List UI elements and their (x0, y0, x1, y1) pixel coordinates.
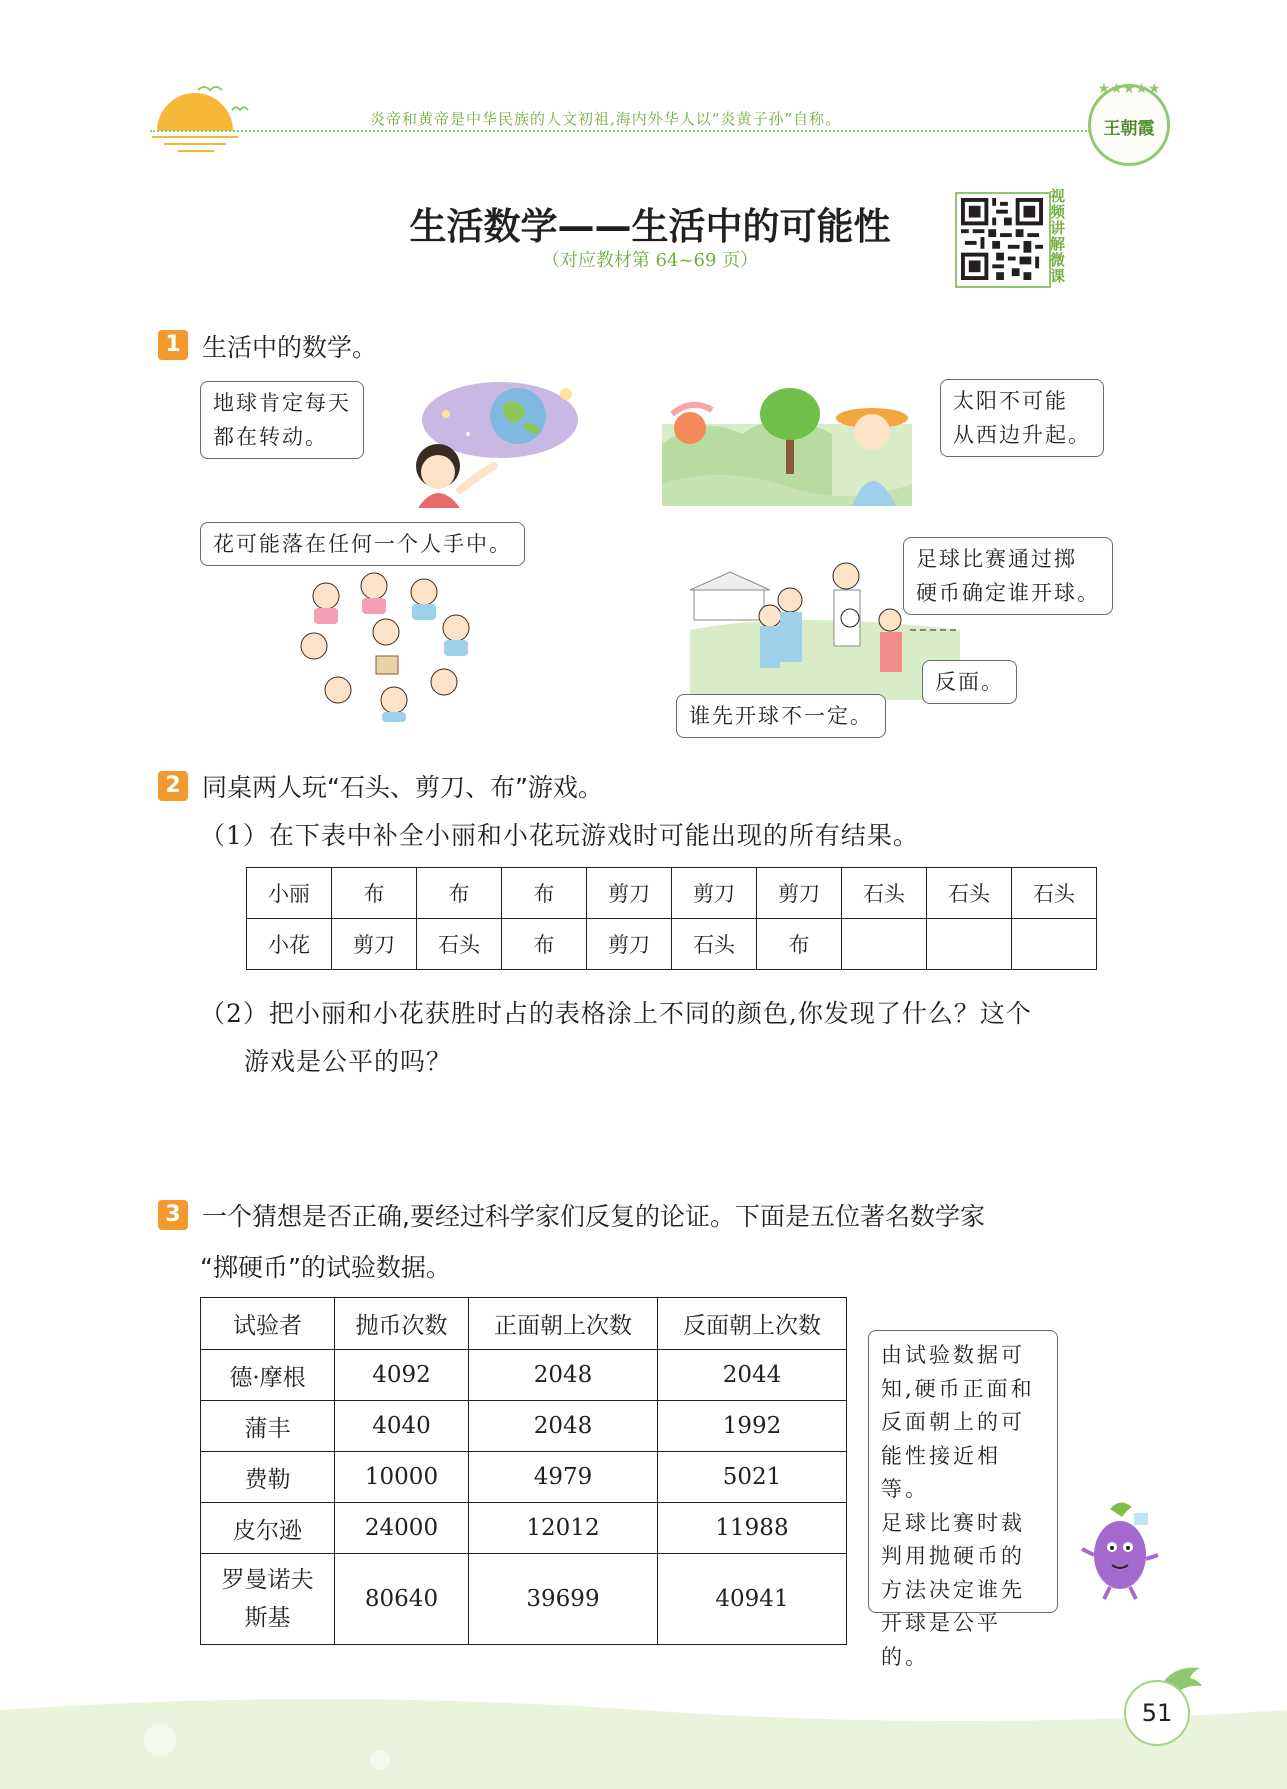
table-cell: 10000 (335, 1452, 469, 1503)
answer-cell[interactable] (842, 919, 927, 970)
column-header: 抛币次数 (335, 1298, 469, 1350)
row-label: 小丽 (247, 868, 332, 919)
table-cell: 蒲丰 (201, 1401, 335, 1452)
note-line: 开球是公平的。 (881, 1611, 1001, 1669)
bubble-line: 反面。 (935, 670, 1004, 694)
footer-background (0, 1690, 1287, 1789)
note-line: 足球比赛时裁 (881, 1510, 1025, 1535)
speech-bubble-back (922, 660, 1017, 704)
table-cell: 2044 (658, 1350, 847, 1401)
note-line: 判用抛硬币的 (881, 1544, 1025, 1568)
table-cell: 布 (417, 868, 502, 919)
header-divider (150, 130, 1090, 132)
table-cell: 剪刀 (672, 868, 757, 919)
page-subtitle: （对应教材第 64~69 页） (541, 250, 759, 271)
table-cell: 石头 (417, 919, 502, 970)
qr-label: 视频讲解微课 (1050, 187, 1066, 285)
column-header: 试验者 (201, 1298, 335, 1350)
table-cell: 石头 (927, 868, 1012, 919)
table-cell: 皮尔逊 (201, 1503, 335, 1554)
table-cell: 4979 (469, 1452, 658, 1503)
brand-name: 王朝霞 (1103, 119, 1155, 139)
landscape-boy-illustration (662, 384, 912, 506)
table-cell: 2048 (469, 1401, 658, 1452)
speech-bubble-uncertain (676, 694, 886, 738)
table-cell: 布 (502, 919, 587, 970)
table-cell: 布 (502, 868, 587, 919)
bubble-line: 谁先开球不一定。 (689, 704, 873, 728)
bubble-line: 硬币确定谁开球。 (916, 581, 1100, 605)
table-cell: 24000 (335, 1503, 469, 1554)
question-heading: 同桌两人玩“石头、剪刀、布”游戏。 (202, 773, 603, 802)
bubble-line: 地球肯定每天 (213, 391, 351, 415)
name-line: 罗曼诺夫 (221, 1567, 314, 1593)
note-bubble (868, 1330, 1058, 1669)
birds-icon (192, 80, 252, 120)
table-cell: 4092 (335, 1350, 469, 1401)
table-cell: 2048 (469, 1350, 658, 1401)
table-row (247, 919, 1097, 970)
table-cell: 剪刀 (332, 919, 417, 970)
table-cell: 布 (757, 919, 842, 970)
table-cell: 石头 (842, 868, 927, 919)
speech-bubble-earth (200, 381, 364, 459)
question-number: 1 (158, 330, 188, 360)
table-cell: 费勒 (201, 1452, 335, 1503)
table-cell: 80640 (335, 1554, 469, 1645)
row-label: 小花 (247, 919, 332, 970)
speech-bubble-flower (200, 522, 525, 566)
bubble-line: 花可能落在任何一个人手中。 (213, 532, 512, 556)
stars-icon: ★★★★★ (1097, 81, 1161, 97)
bubble-line: 足球比赛通过掷 (916, 547, 1077, 571)
page-number: 51 (1124, 1680, 1190, 1746)
question-heading: 生活中的数学。 (202, 333, 378, 362)
table-row (201, 1401, 847, 1452)
column-header: 反面朝上次数 (658, 1298, 847, 1350)
table-cell: 石头 (672, 919, 757, 970)
table-cell: 石头 (1012, 868, 1097, 919)
brand-badge (1088, 81, 1170, 166)
table-cell: 1992 (658, 1401, 847, 1452)
header-motto: 炎帝和黄帝是中华民族的人文初祖,海内外华人以“炎黄子孙”自称。 (370, 110, 842, 128)
table-cell (201, 1554, 335, 1645)
eggplant-mascot-icon (1080, 1495, 1160, 1605)
table-cell: 11988 (658, 1503, 847, 1554)
table-cell: 布 (332, 868, 417, 919)
game-results-table (246, 867, 1097, 970)
table-cell: 剪刀 (587, 868, 672, 919)
coin-toss-table (200, 1297, 847, 1645)
note-line: 反面朝上的可 (881, 1410, 1025, 1434)
table-row (201, 1554, 847, 1645)
table-cell: 40941 (658, 1554, 847, 1645)
note-line: 能性接近相等。 (881, 1443, 1001, 1501)
question-part-2-cont: 游戏是公平的吗？ (244, 1047, 453, 1076)
table-cell: 39699 (469, 1554, 658, 1645)
table-row (201, 1503, 847, 1554)
bubble-line: 从西边升起。 (953, 423, 1091, 447)
note-line: 由试验数据可 (881, 1343, 1025, 1367)
table-row (201, 1452, 847, 1503)
table-row (247, 868, 1097, 919)
bubble-line: 都在转动。 (213, 425, 328, 449)
question-part-1: （1）在下表中补全小丽和小花玩游戏时可能出现的所有结果。 (200, 821, 919, 850)
answer-cell[interactable] (927, 919, 1012, 970)
bubble-line: 太阳不可能 (953, 389, 1068, 413)
children-circle-illustration (296, 572, 476, 722)
speech-bubble-football (903, 537, 1113, 615)
table-cell: 12012 (469, 1503, 658, 1554)
sun-wave-line (164, 143, 226, 145)
question-heading-cont: “掷硬币”的试验数据。 (200, 1253, 451, 1282)
sun-wave-line (152, 136, 238, 138)
question-number: 2 (158, 771, 188, 801)
question-heading: 一个猜想是否正确,要经过科学家们反复的论证。下面是五位著名数学家 (202, 1202, 985, 1231)
note-line: 方法决定谁先 (881, 1577, 1025, 1602)
speech-bubble-sun (940, 379, 1104, 457)
table-cell: 剪刀 (587, 919, 672, 970)
table-row (201, 1350, 847, 1401)
question-number: 3 (158, 1200, 188, 1230)
table-cell: 德·摩根 (201, 1350, 335, 1401)
answer-cell[interactable] (1012, 919, 1097, 970)
note-line: 知,硬币正面和 (881, 1376, 1035, 1401)
table-cell: 4040 (335, 1401, 469, 1452)
table-cell: 剪刀 (757, 868, 842, 919)
column-header: 正面朝上次数 (469, 1298, 658, 1350)
table-header-row (201, 1298, 847, 1350)
qr-code-icon[interactable] (961, 198, 1043, 280)
table-cell: 5021 (658, 1452, 847, 1503)
sun-wave-line (178, 150, 214, 152)
page-title: 生活数学——生活中的可能性 (409, 205, 891, 248)
name-line: 斯基 (244, 1605, 291, 1631)
question-part-2: （2）把小丽和小花获胜时占的表格涂上不同的颜色,你发现了什么？这个 (200, 999, 1032, 1028)
girl-with-globe-illustration (390, 378, 585, 508)
